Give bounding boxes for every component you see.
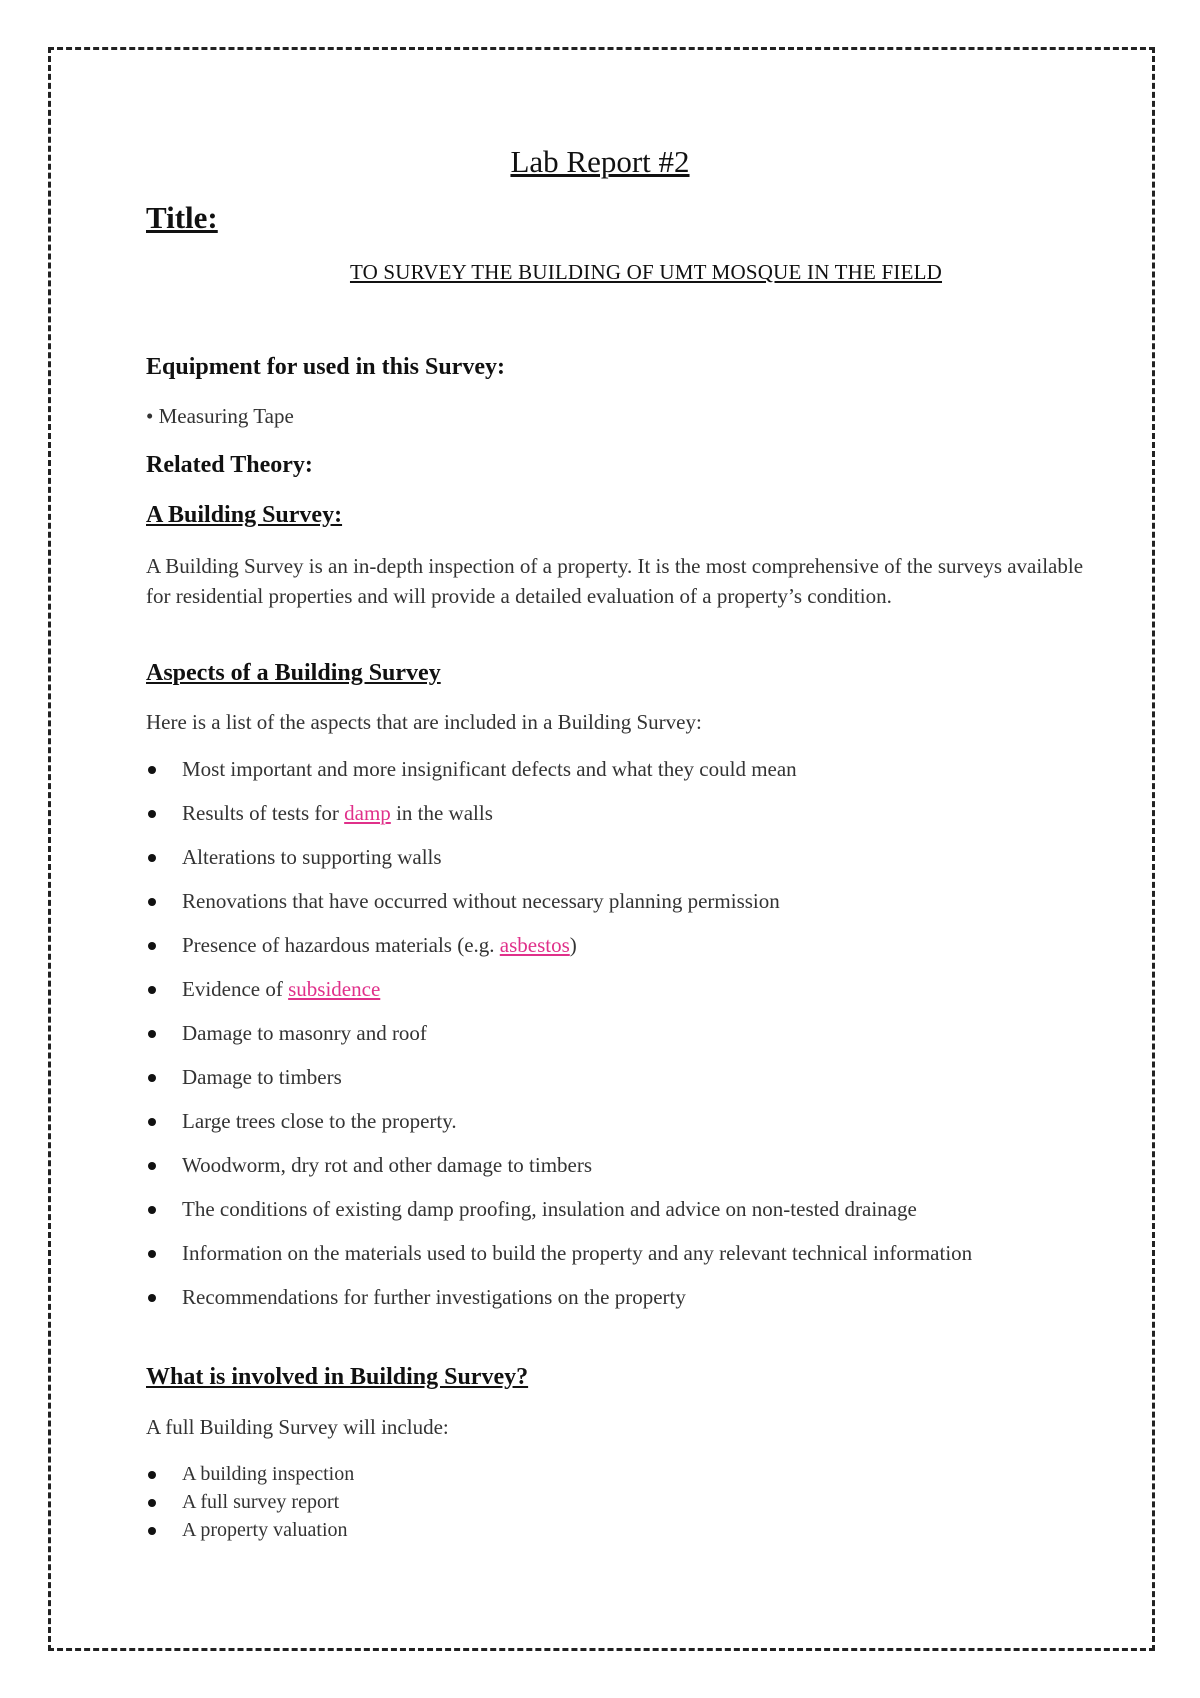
list-item: Woodworm, dry rot and other damage to timbers xyxy=(146,1151,1086,1180)
list-item: The conditions of existing damp proofing, insulation and advice on non-tested drainage xyxy=(146,1195,1086,1224)
equipment-heading: Equipment for used in this Survey: xyxy=(146,354,505,380)
aspects-heading: Aspects of a Building Survey xyxy=(146,660,441,686)
list-item: Alterations to supporting walls xyxy=(146,843,1086,872)
involved-intro: A full Building Survey will include: xyxy=(146,1415,449,1439)
subsidence-link[interactable]: subsidence xyxy=(288,977,381,1001)
list-item: Presence of hazardous materials (e.g. asbestos) xyxy=(146,931,1086,960)
list-item: Large trees close to the property. xyxy=(146,1107,1086,1136)
document-title: Lab Report #2 xyxy=(510,144,690,179)
building-survey-heading: A Building Survey: xyxy=(146,502,343,528)
title-label: Title: xyxy=(146,200,218,235)
involved-list xyxy=(146,1460,1086,1544)
list-item: Damage to timbers xyxy=(146,1063,1086,1092)
list-item: A full survey report xyxy=(146,1488,1086,1516)
list-item: Evidence of subsidence xyxy=(146,975,1086,1004)
equipment-item: • Measuring Tape xyxy=(146,404,294,428)
list-item: Recommendations for further investigations on the property xyxy=(146,1283,1086,1312)
asbestos-link[interactable]: asbestos xyxy=(499,933,570,957)
building-survey-paragraph: A Building Survey is an in-depth inspection of a property. It is the most comprehensive of the surveys available for residential properties and will provide a detailed evaluation of a property’s condition. xyxy=(146,554,1084,608)
list-item: Information on the materials used to build the property and any relevant technical information xyxy=(146,1239,1086,1268)
report-subtitle: TO SURVEY THE BUILDING OF UMT MOSQUE IN THE FIELD xyxy=(349,260,943,284)
aspects-intro: Here is a list of the aspects that are included in a Building Survey: xyxy=(146,710,702,734)
damp-link[interactable]: damp xyxy=(344,801,391,825)
involved-heading: What is involved in Building Survey? xyxy=(146,1364,529,1390)
list-item: A property valuation xyxy=(146,1516,1086,1544)
list-item: Damage to masonry and roof xyxy=(146,1019,1086,1048)
list-item: Renovations that have occurred without necessary planning permission xyxy=(146,887,1086,916)
related-theory-heading: Related Theory: xyxy=(146,452,313,478)
list-item: Results of tests for damp in the walls xyxy=(146,799,1086,828)
list-item: Most important and more insignificant defects and what they could mean xyxy=(146,755,1086,784)
list-item: A building inspection xyxy=(146,1460,1086,1488)
aspects-list xyxy=(146,755,1086,1312)
